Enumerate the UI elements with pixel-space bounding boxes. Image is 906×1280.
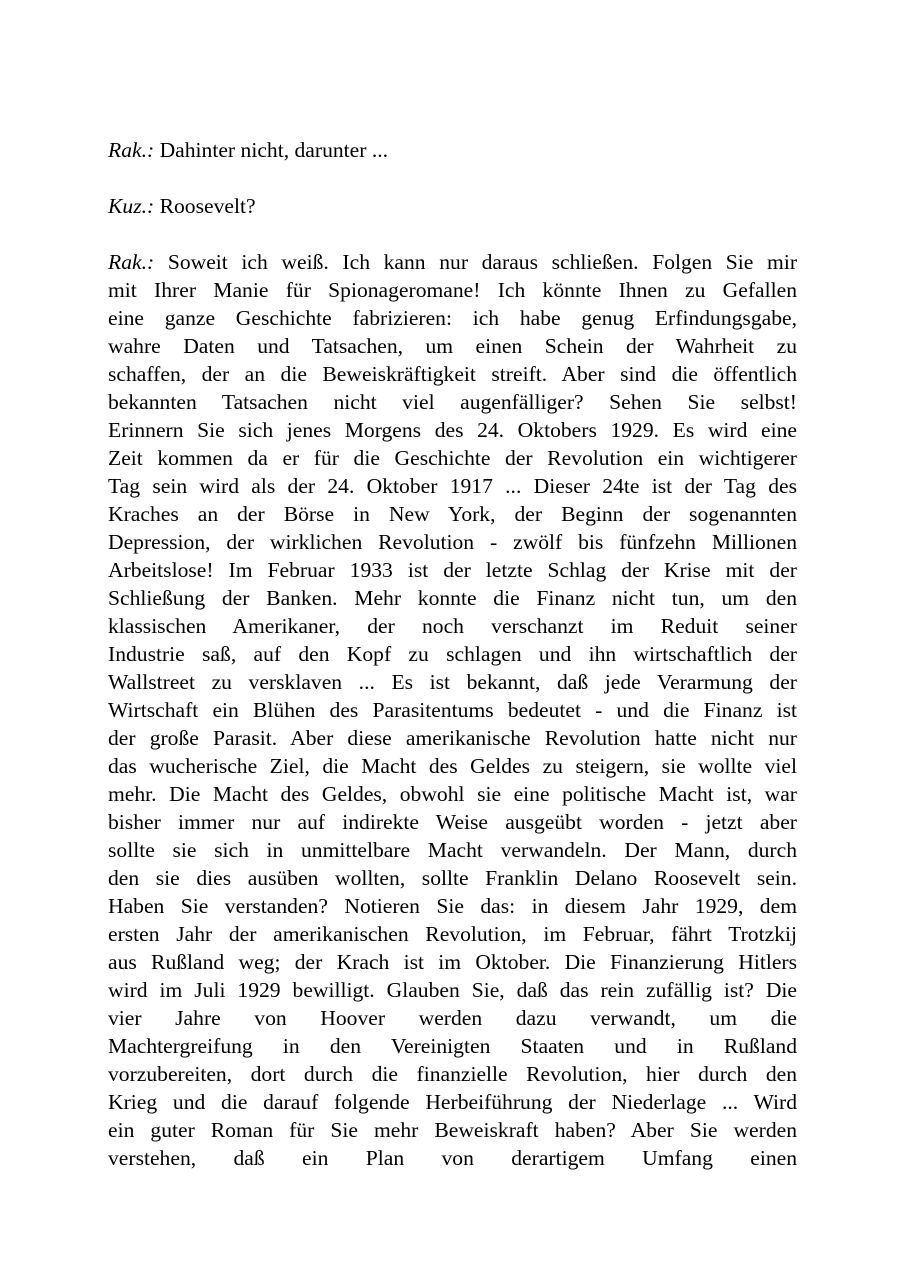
text-line: mit Ihrer Manie für Spionageromane! Ich könnte Ihnen zu Gefallen [108, 278, 797, 302]
text-line: bisher immer nur auf indirekte Weise ausgeübt worden - jetzt aber [108, 810, 797, 834]
text-line: Haben Sie verstanden? Notieren Sie das: in diesem Jahr 1929, dem [108, 894, 797, 918]
text-line: den sie dies ausüben wollten, sollte Franklin Delano Roosevelt sein. [108, 866, 797, 890]
text-line: Krieg und die darauf folgende Herbeiführung der Niederlage ... Wird [108, 1090, 797, 1114]
text-line: Zeit kommen da er für die Geschichte der Revolution ein wichtigerer [108, 446, 797, 470]
text-line: wird im Juli 1929 bewilligt. Glauben Sie, daß das rein zufällig ist? Die [108, 978, 797, 1002]
text-line: Schließung der Banken. Mehr konnte die Finanz nicht tun, um den [108, 586, 797, 610]
text-line: vorzubereiten, dort durch die finanzielle Revolution, hier durch den [108, 1062, 797, 1086]
text-line: aus Rußland weg; der Krach ist im Oktober. Die Finanzierung Hitlers [108, 950, 797, 974]
paragraph-text: Roosevelt? [159, 194, 256, 218]
text-line: eine ganze Geschichte fabrizieren: ich habe genug Erfindungsgabe, [108, 306, 797, 330]
text-line: Rak.: Soweit ich weiß. Ich kann nur daraus schließen. Folgen Sie mir [108, 250, 798, 274]
text-line: Arbeitslose! Im Februar 1933 ist der letzte Schlag der Krise mit der [108, 558, 797, 582]
text-line: ersten Jahr der amerikanischen Revolution, im Februar, fährt Trotzkij [108, 922, 797, 946]
text-line: Wirtschaft ein Blühen des Parasitentums bedeutet - und die Finanz ist [108, 698, 797, 722]
text-line: Industrie saß, auf den Kopf zu schlagen und ihn wirtschaftlich der [108, 642, 797, 666]
dialogue-text [108, 136, 797, 1200]
text-line: bekannten Tatsachen nicht viel augenfälliger? Sehen Sie selbst! [108, 390, 797, 414]
dialogue-paragraph-3 [108, 248, 797, 1172]
text-line: sollte sie sich in unmittelbare Macht verwandeln. Der Mann, durch [108, 838, 797, 862]
text-line: Machtergreifung in den Vereinigten Staaten und in Rußland [108, 1034, 797, 1058]
text-line: das wucherische Ziel, die Macht des Geldes zu steigern, sie wollte viel [108, 754, 797, 778]
dialogue-paragraph-1 [108, 136, 797, 164]
text-line: der große Parasit. Aber diese amerikanische Revolution hatte nicht nur [108, 726, 797, 750]
text-line: Wallstreet zu versklaven ... Es ist bekannt, daß jede Verarmung der [108, 670, 797, 694]
speaker-label: Rak.: [108, 138, 155, 162]
text-line: schaffen, der an die Beweiskräftigkeit streift. Aber sind die öffentlich [108, 362, 797, 386]
text-line: vier Jahre von Hoover werden dazu verwandt, um die [108, 1006, 797, 1030]
text-line: klassischen Amerikaner, der noch verschanzt im Reduit seiner [108, 614, 797, 638]
dialogue-paragraph-2 [108, 192, 797, 220]
text-line: wahre Daten und Tatsachen, um einen Schein der Wahrheit zu [108, 334, 797, 358]
speaker-label: Rak.: [108, 250, 155, 274]
text-line: mehr. Die Macht des Geldes, obwohl sie eine politische Macht ist, war [108, 782, 797, 806]
paragraph-text: Dahinter nicht, darunter ... [159, 138, 389, 162]
text-line: Depression, der wirklichen Revolution - zwölf bis fünfzehn Millionen [108, 530, 797, 554]
text-line: ein guter Roman für Sie mehr Beweiskraft haben? Aber Sie werden [108, 1118, 797, 1142]
text-line: Tag sein wird als der 24. Oktober 1917 ... Dieser 24te ist der Tag des [108, 474, 797, 498]
speaker-label: Kuz.: [108, 194, 155, 218]
text-line: verstehen, daß ein Plan von derartigem Umfang einen [108, 1146, 797, 1170]
text-line: Kraches an der Börse in New York, der Beginn der sogenannten [108, 502, 797, 526]
text-line: Erinnern Sie sich jenes Morgens des 24. Oktobers 1929. Es wird eine [108, 418, 797, 442]
